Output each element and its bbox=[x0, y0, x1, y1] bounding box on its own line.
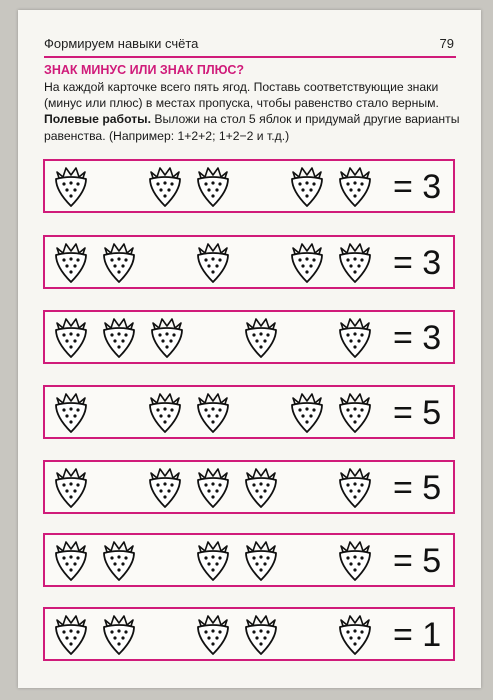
strawberry-icon bbox=[337, 314, 373, 360]
exercise-card bbox=[43, 533, 455, 587]
strawberry-icon bbox=[243, 537, 279, 583]
strawberry-icon bbox=[53, 314, 89, 360]
card-equation: = 5 bbox=[393, 542, 442, 580]
strawberry-icon bbox=[53, 611, 89, 657]
strawberry-icon bbox=[147, 163, 183, 209]
strawberry-icon bbox=[149, 314, 185, 360]
exercise-card bbox=[43, 159, 455, 213]
exercise-card bbox=[43, 310, 455, 364]
card-equation: = 3 bbox=[393, 168, 442, 206]
strawberry-icon bbox=[337, 389, 373, 435]
exercise-card bbox=[43, 607, 455, 661]
instruction-text-continued: Выложи на стол 5 яблок и придумай другие варианты равенства. (Например: 1+2+2; 1+2−2 и т.д.) bbox=[44, 112, 460, 143]
exercise-card bbox=[43, 235, 455, 289]
exercise-heading: ЗНАК МИНУС ИЛИ ЗНАК ПЛЮС? bbox=[44, 63, 245, 77]
strawberry-icon bbox=[337, 611, 373, 657]
strawberry-icon bbox=[195, 389, 231, 435]
strawberry-icon bbox=[195, 163, 231, 209]
header-divider bbox=[44, 56, 456, 58]
strawberry-icon bbox=[53, 537, 89, 583]
strawberry-icon bbox=[243, 464, 279, 510]
card-equation: = 1 bbox=[393, 616, 442, 654]
page-header bbox=[44, 34, 454, 54]
instruction-text: На каждой карточке всего пять ягод. Поставь соответствующие знаки (минус или плюс) в местах пропуска, чтобы равенство стало верным. bbox=[44, 80, 439, 111]
strawberry-icon bbox=[337, 537, 373, 583]
card-equation: = 3 bbox=[393, 244, 442, 282]
strawberry-icon bbox=[195, 611, 231, 657]
strawberry-icon bbox=[147, 389, 183, 435]
exercise-card bbox=[43, 460, 455, 514]
strawberry-icon bbox=[195, 239, 231, 285]
page-header-title: Формируем навыки счёта bbox=[44, 36, 199, 51]
strawberry-icon bbox=[53, 163, 89, 209]
strawberry-icon bbox=[289, 163, 325, 209]
workbook-page bbox=[18, 10, 481, 688]
strawberry-icon bbox=[101, 314, 137, 360]
strawberry-icon bbox=[289, 239, 325, 285]
strawberry-icon bbox=[195, 537, 231, 583]
strawberry-icon bbox=[53, 464, 89, 510]
card-equation: = 5 bbox=[393, 469, 442, 507]
strawberry-icon bbox=[289, 389, 325, 435]
exercise-card bbox=[43, 385, 455, 439]
strawberry-icon bbox=[337, 464, 373, 510]
strawberry-icon bbox=[243, 611, 279, 657]
strawberry-icon bbox=[101, 239, 137, 285]
strawberry-icon bbox=[53, 389, 89, 435]
page-number: 79 bbox=[439, 36, 454, 51]
strawberry-icon bbox=[147, 464, 183, 510]
strawberry-icon bbox=[101, 611, 137, 657]
strawberry-icon bbox=[195, 464, 231, 510]
strawberry-icon bbox=[53, 239, 89, 285]
card-equation: = 3 bbox=[393, 319, 442, 357]
strawberry-icon bbox=[337, 239, 373, 285]
strawberry-icon bbox=[243, 314, 279, 360]
card-equation: = 5 bbox=[393, 394, 442, 432]
strawberry-icon bbox=[337, 163, 373, 209]
exercise-instruction bbox=[44, 79, 462, 144]
strawberry-icon bbox=[101, 537, 137, 583]
instruction-bold-label: Полевые работы. bbox=[44, 112, 151, 127]
